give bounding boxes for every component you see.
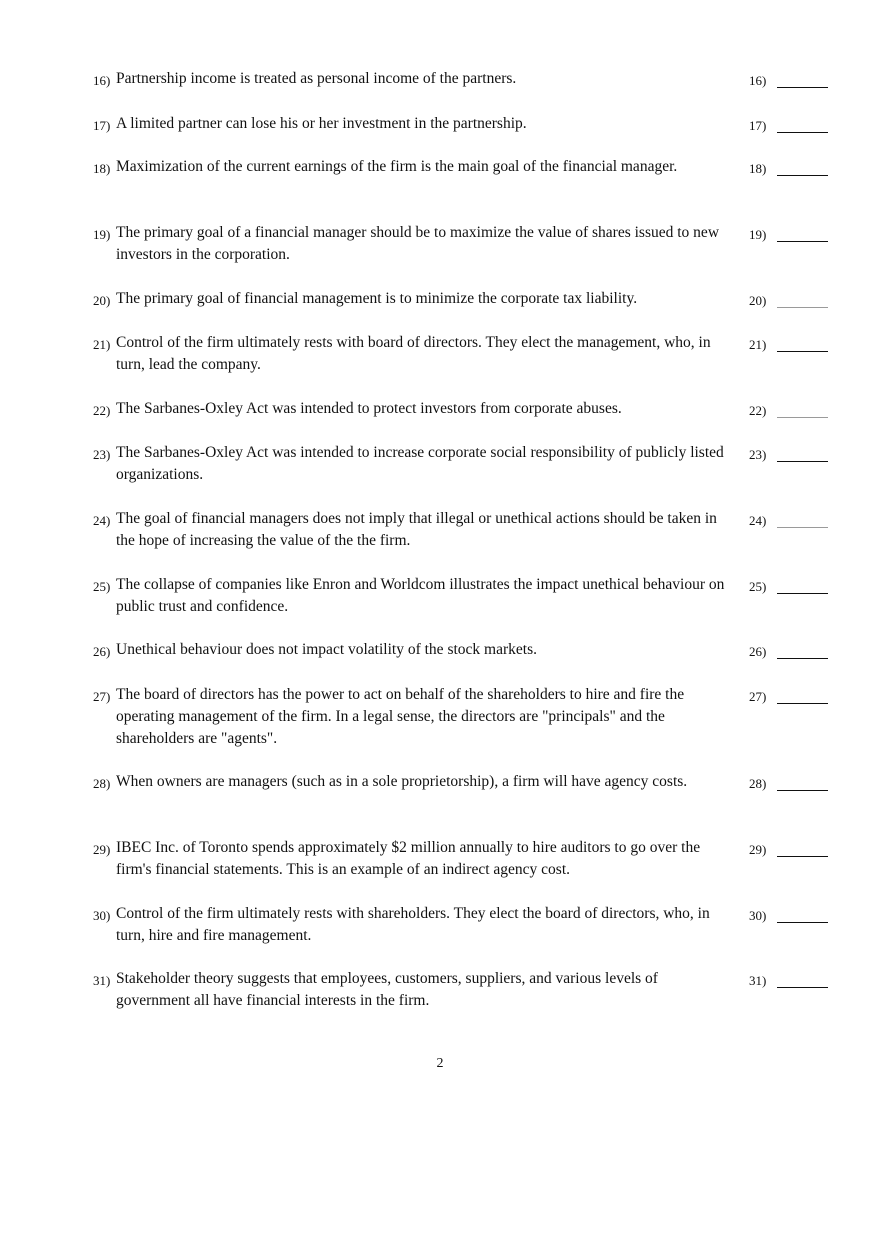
question-number: 23): [93, 447, 111, 462]
answer-label: 16): [749, 73, 767, 88]
answer-blank[interactable]: [777, 175, 828, 176]
answer-label: 18): [749, 161, 767, 176]
question-number: 22): [93, 403, 111, 418]
question-number: 17): [93, 118, 111, 133]
answer-blank[interactable]: [777, 922, 828, 923]
answer-label: 25): [749, 579, 767, 594]
answer-blank[interactable]: [777, 417, 828, 418]
answer-label: 17): [749, 118, 767, 133]
question-number: 20): [93, 293, 111, 308]
answer-label: 30): [749, 908, 767, 923]
question-number: 19): [93, 227, 111, 242]
question-text: The Sarbanes-Oxley Act was intended to increase corporate social responsibility of publicly listed organizations.: [116, 444, 724, 483]
question-text: The board of directors has the power to act on behalf of the shareholders to hire and fire the operating management of the firm. In a legal sense, the directors are "principals" and the shareholders are "agents".: [116, 686, 685, 747]
question-text: Unethical behaviour does not impact volatility of the stock markets.: [116, 641, 537, 658]
answer-blank[interactable]: [777, 132, 828, 133]
answer-label: 28): [749, 776, 767, 791]
answer-label: 31): [749, 973, 767, 988]
answer-label: 23): [749, 447, 767, 462]
answer-blank[interactable]: [777, 856, 828, 857]
question-text: Maximization of the current earnings of the firm is the main goal of the financial manager.: [116, 158, 678, 175]
question-text: Control of the firm ultimately rests with board of directors. They elect the management, who, in turn, lead the company.: [116, 334, 711, 373]
answer-blank[interactable]: [777, 307, 828, 308]
answer-label: 26): [749, 644, 767, 659]
question-number: 21): [93, 337, 111, 352]
answer-blank[interactable]: [777, 987, 828, 988]
answer-blank[interactable]: [777, 790, 828, 791]
answer-blank[interactable]: [777, 527, 828, 528]
answer-blank[interactable]: [777, 461, 828, 462]
question-number: 24): [93, 513, 111, 528]
answer-label: 19): [749, 227, 767, 242]
answer-label: 22): [749, 403, 767, 418]
question-text: Partnership income is treated as personal income of the partners.: [116, 70, 517, 87]
answer-label: 20): [749, 293, 767, 308]
question-number: 16): [93, 73, 111, 88]
question-text: When owners are managers (such as in a sole proprietorship), a firm will have agency costs.: [116, 773, 688, 790]
question-number: 18): [93, 161, 111, 176]
question-number: 25): [93, 579, 111, 594]
answer-blank[interactable]: [777, 703, 828, 704]
question-number: 30): [93, 908, 111, 923]
answer-label: 29): [749, 842, 767, 857]
answer-blank[interactable]: [777, 593, 828, 594]
question-text: The goal of financial managers does not imply that illegal or unethical actions should be taken in the hope of increasing the value of the the firm.: [116, 510, 717, 549]
question-text: The Sarbanes-Oxley Act was intended to protect investors from corporate abuses.: [116, 400, 622, 417]
question-text: IBEC Inc. of Toronto spends approximately $2 million annually to hire auditors to go over the firm's financial statements. This is an example of an indirect agency cost.: [116, 839, 701, 878]
page-number: 2: [436, 1056, 444, 1071]
question-text: The primary goal of financial management is to minimize the corporate tax liability.: [116, 290, 638, 307]
answer-label: 24): [749, 513, 767, 528]
question-number: 29): [93, 842, 111, 857]
answer-blank[interactable]: [777, 658, 828, 659]
question-number: 28): [93, 776, 111, 791]
question-number: 26): [93, 644, 111, 659]
answer-blank[interactable]: [777, 241, 828, 242]
answer-blank[interactable]: [777, 87, 828, 88]
question-text: Stakeholder theory suggests that employees, customers, suppliers, and various levels of government all have financial interests in the firm.: [116, 970, 658, 1009]
question-number: 31): [93, 973, 111, 988]
question-text: Control of the firm ultimately rests with shareholders. They elect the board of directors, who, in turn, hire and fire management.: [116, 905, 710, 944]
answer-label: 27): [749, 689, 767, 704]
question-number: 27): [93, 689, 111, 704]
question-text: The primary goal of a financial manager should be to maximize the value of shares issued to new investors in the corporation.: [116, 224, 720, 263]
answer-label: 21): [749, 337, 767, 352]
question-text: The collapse of companies like Enron and Worldcom illustrates the impact unethical behaviour on public trust and confidence.: [116, 576, 725, 615]
answer-blank[interactable]: [777, 351, 828, 352]
question-text: A limited partner can lose his or her investment in the partnership.: [116, 115, 527, 132]
